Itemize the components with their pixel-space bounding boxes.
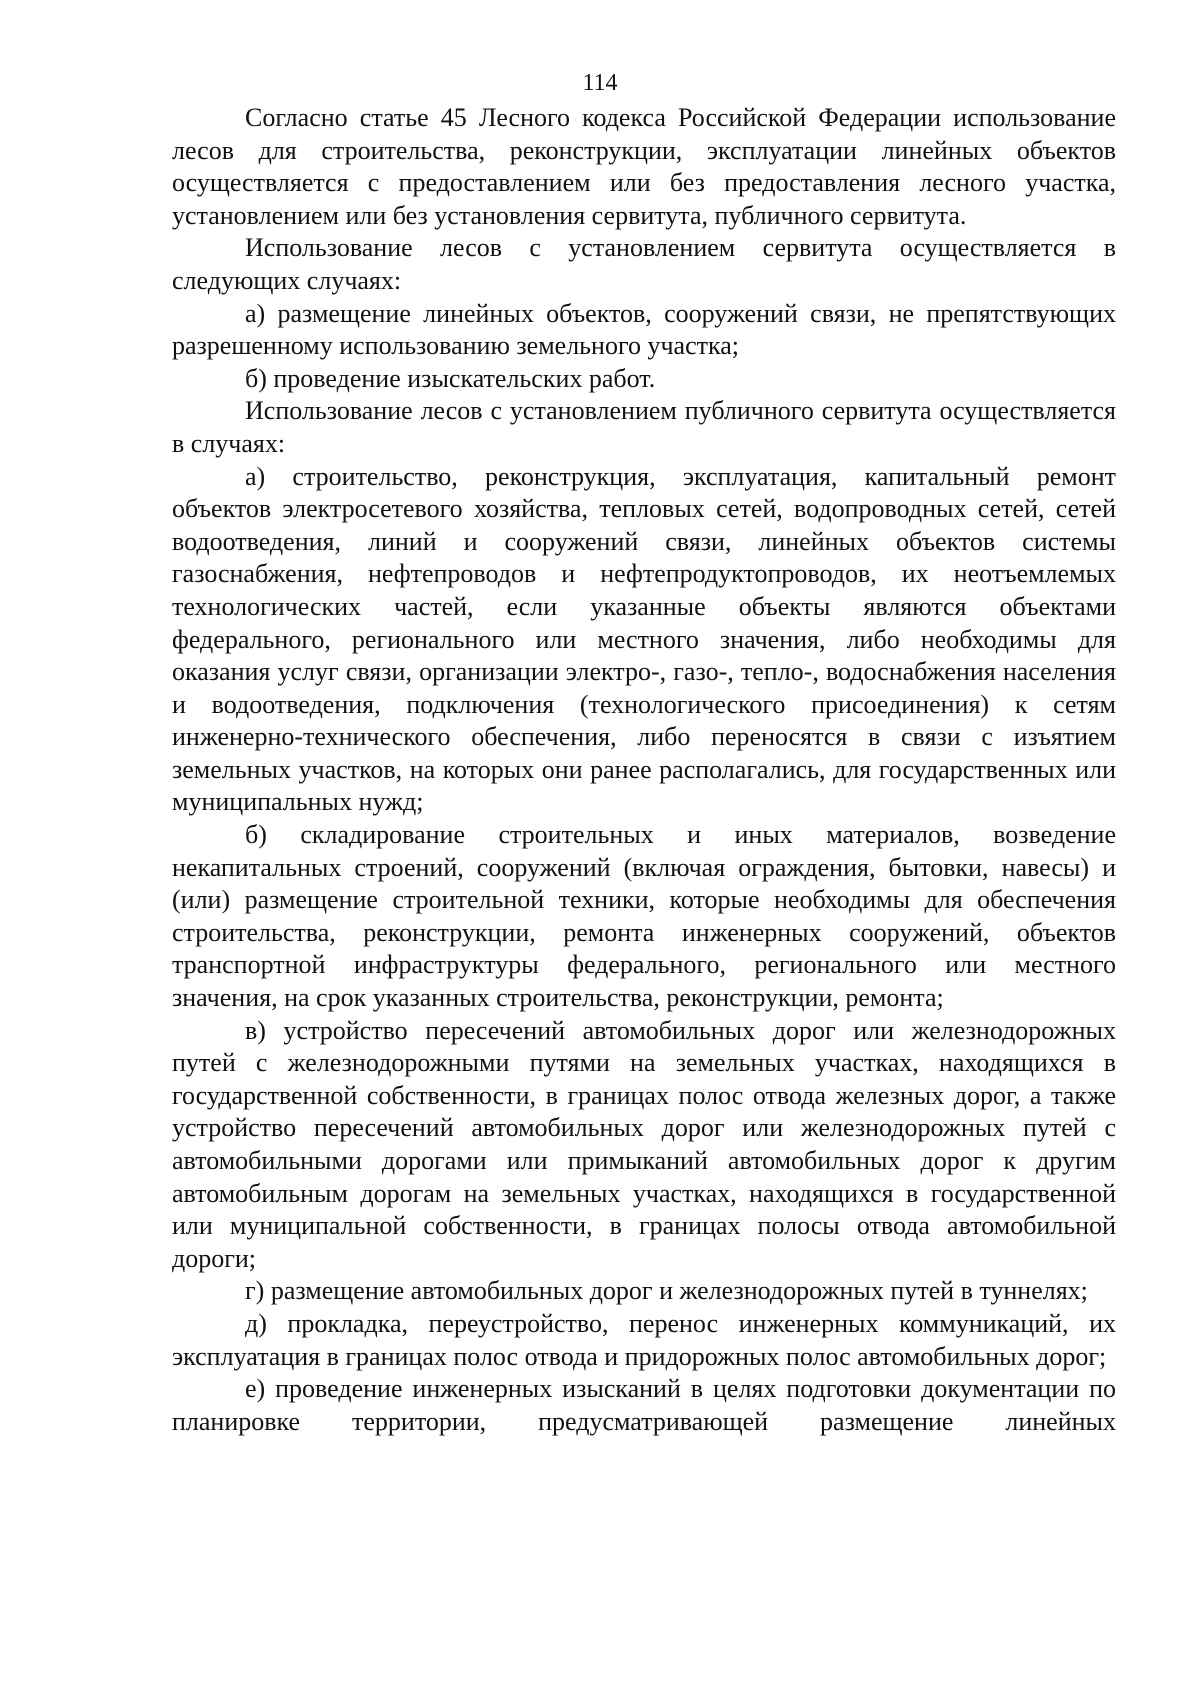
document-body xyxy=(172,102,1116,1438)
list-item-public-v: в) устройство пересечений автомобильных дорог или железнодорожных путей с железнодорожными путями на земельных участках, находящихся в государственной собственности, в границах полос отвода железных дорог, а также устройство пересечений автомобильных дорог или железнодорожных путей с автомобильными дорогами или примыканий автомобильных дорог к другим автомобильным дорогам на земельных участках, находящихся в государственной или муниципальной собственности, в границах полосы отвода автомобильной дороги; xyxy=(172,1015,1116,1273)
paragraph-servitude-cases: Использование лесов с установлением сервитута осуществляется в следующих случаях: xyxy=(172,233,1116,295)
paragraph-public-servitude-cases: Использование лесов с установлением публичного сервитута осуществляется в случаях: xyxy=(172,396,1116,458)
list-item-servitude-a: а) размещение линейных объектов, сооружений связи, не препятствующих разрешенному использованию земельного участка; xyxy=(172,298,1116,361)
list-item-public-b: б) складирование строительных и иных материалов, возведение некапитальных строений, сооружений (включая ограждения, бытовки, навесы) и (или) размещение строительной техники, которые необходимы для обеспечения строительства, реконструкции, ремонта инженерных сооружений, объектов транспортной инфраструктуры федерального, регионального или местного значения, на срок указанных строительства, реконструкции, ремонта; xyxy=(172,820,1116,1013)
paragraph-intro: Согласно статье 45 Лесного кодекса Российской Федерации использование лесов для строительства, реконструкции, эксплуатации линейных объектов осуществляется с предоставлением или без предоставления лесного участка, установлением или без установления сервитута, публичного сервитута. xyxy=(172,103,1116,230)
list-item-public-e: е) проведение инженерных изысканий в целях подготовки документации по планировке территории, предусматривающей размещение линейных xyxy=(172,1374,1116,1436)
list-item-public-a: а) строительство, реконструкция, эксплуатация, капитальный ремонт объектов электросетевого хозяйства, тепловых сетей, водопроводных сетей, сетей водоотведения, линий и сооружений связи, линейных объектов системы газоснабжения, нефтепроводов и нефтепродуктопроводов, их неотъемлемых технологических частей, если указанные объекты являются объектами федерального, регионального или местного значения, либо необходимы для оказания услуг связи, организации электро-, газо-, тепло-, водоснабжения населения и водоотведения, подключения (технологического присоединения) к сетям инженерно-технического обеспечения, либо переносятся в связи с изъятием земельных участков, на которых они ранее располагались, для государственных или муниципальных нужд; xyxy=(172,461,1116,817)
list-item-public-g: г) размещение автомобильных дорог и железнодорожных путей в туннелях; xyxy=(245,1276,1088,1306)
list-item-servitude-b: б) проведение изыскательских работ. xyxy=(245,363,656,393)
list-item-public-d: д) прокладка, переустройство, перенос инженерных коммуникаций, их эксплуатация в границах полос отвода и придорожных полос автомобильных дорог; xyxy=(172,1308,1116,1371)
page-number: 114 xyxy=(582,70,618,96)
